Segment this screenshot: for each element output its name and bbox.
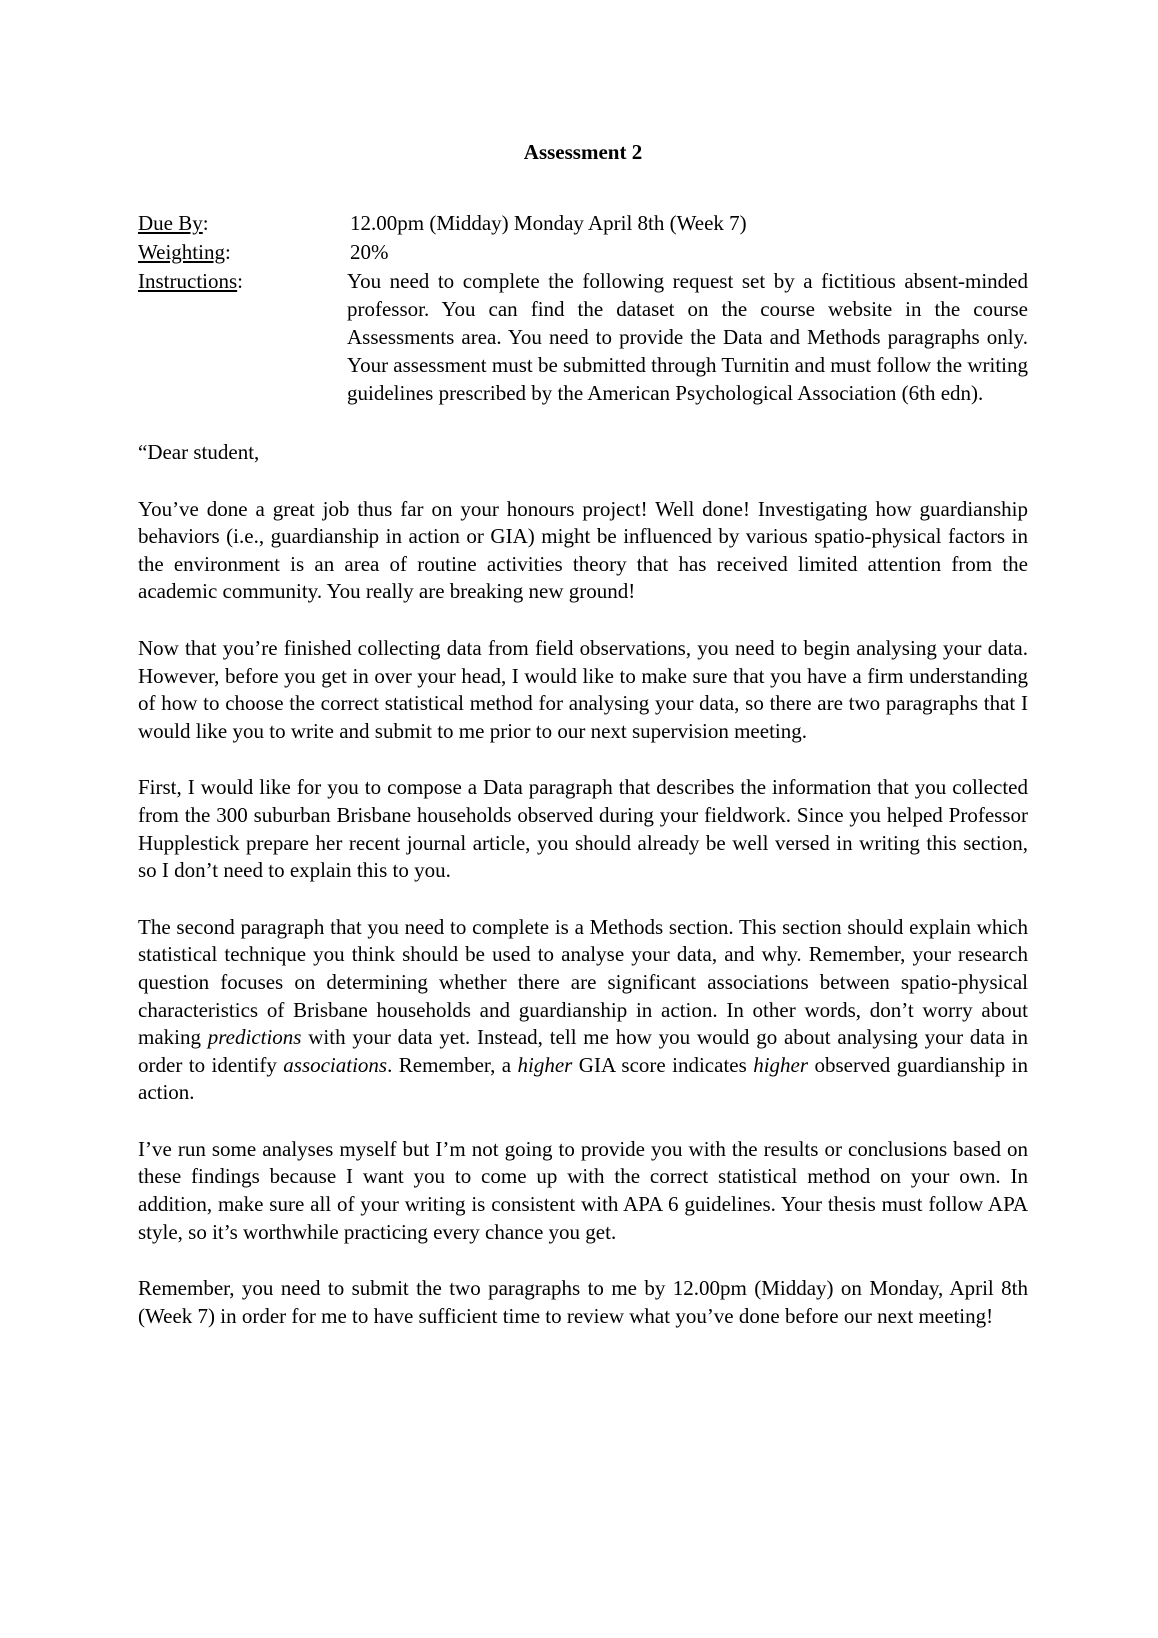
letter-paragraph-3: First, I would like for you to compose a Data paragraph that describes the information that you collected from the 300 suburban Brisbane households observed during your fieldwork. Since you helped Professor Hupplestick prepare her recent journal article, you should already be well versed in writing this section, so I don’t need to explain this to you.	[138, 775, 1028, 883]
emphasis-higher-2: higher	[753, 1052, 809, 1077]
instructions-value: You need to complete the following request set by a fictitious absent-minded professor. You can find the dataset on the course website in the course Assessments area. You need to provide the Data and Methods paragraphs only. Your assessment must be submitted through Turnitin and must follow the writing guidelines prescribed by the American Psychological Association (6th edn).	[347, 269, 1028, 405]
instructions-row	[138, 267, 1028, 407]
instructions-label: Instructions:	[138, 269, 243, 293]
letter-paragraph-4: The second paragraph that you need to complete is a Methods section. This section should explain which statistical technique you think should be used to analyse your data, and why. Remember, your research question focuses on determining whether there are significant associations between spatio-physical characteristics of Brisbane households and guardianship in action. In other words, don’t worry about making predictions with your data yet. Instead, tell me how you would go about analysing your data in order to identify associations. Remember, a higher GIA score indicates higher observed guardianship in action.	[138, 914, 1028, 1105]
emphasis-higher-1: higher	[517, 1052, 573, 1077]
weighting-row	[138, 238, 1028, 267]
page-title: Assessment 2	[523, 140, 643, 164]
letter-paragraph-1: You’ve done a great job thus far on your honours project! Well done! Investigating how guardianship behaviors (i.e., guardianship in action or GIA) might be influenced by various spatio-physical factors in the environment is an area of routine activities theory that has received limited attention from the academic community. You really are breaking new ground!	[138, 496, 1028, 604]
weighting-value: 20%	[350, 240, 389, 264]
due-by-label: Due By:	[138, 211, 209, 235]
letter-paragraph-2: Now that you’re finished collecting data from field observations, you need to begin analysing your data. However, before you get in over your head, I would like to make sure that you have a firm understanding of how to choose the correct statistical method for analysing your data, so there are two paragraphs that I would like you to write and submit to me prior to our next supervision meeting.	[138, 635, 1028, 743]
due-by-value: 12.00pm (Midday) Monday April 8th (Week 7)	[350, 211, 747, 235]
assessment-details	[138, 209, 1028, 407]
letter-greeting: “Dear student,	[138, 440, 260, 464]
due-by-row	[138, 209, 1028, 238]
letter-paragraph-6: Remember, you need to submit the two paragraphs to me by 12.00pm (Midday) on Monday, April 8th (Week 7) in order for me to have sufficient time to review what you’ve done before our next meeting!	[138, 1276, 1028, 1328]
letter-body	[138, 439, 1028, 1330]
emphasis-associations: associations	[283, 1052, 388, 1077]
document-page	[138, 138, 1028, 1330]
letter-paragraph-5: I’ve run some analyses myself but I’m not going to provide you with the results or conclusions based on these findings because I want you to come up with the correct statistical method on your own. In addition, make sure all of your writing is consistent with APA 6 guidelines. Your thesis must follow APA style, so it’s worthwhile practicing every chance you get.	[138, 1136, 1028, 1244]
weighting-label: Weighting:	[138, 240, 231, 264]
emphasis-predictions: predictions	[207, 1025, 302, 1050]
